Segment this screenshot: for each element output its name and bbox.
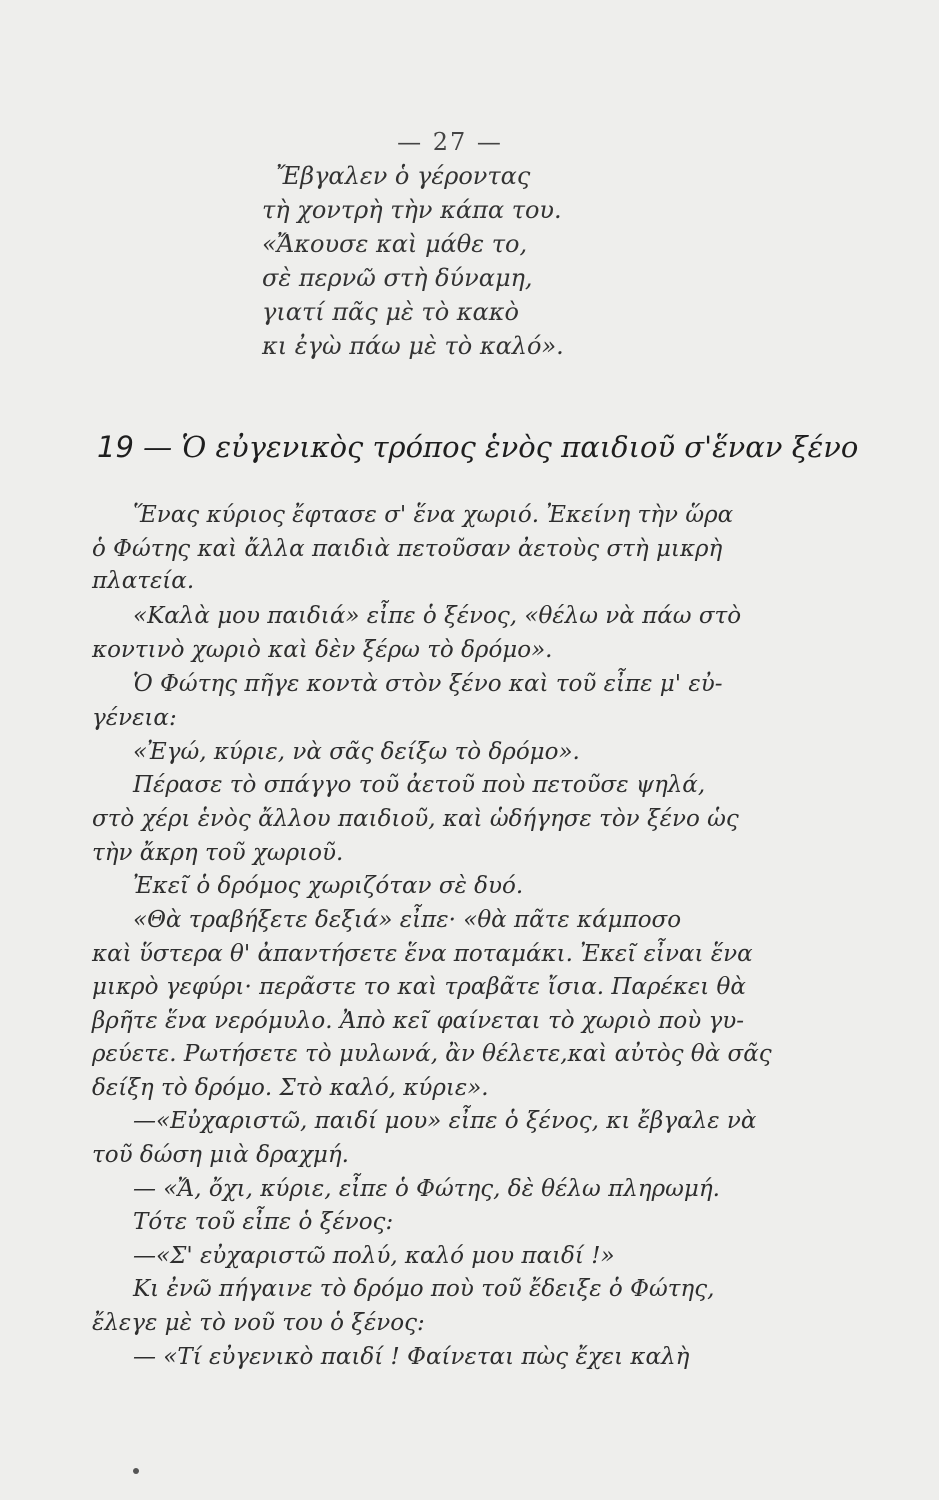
poem-line: Ἔβγαλεν ὁ γέροντας: [276, 162, 531, 190]
text-line: — «Τί εὐγενικὸ παιδί ! Φαίνεται πὼς ἔχει καλὴ: [133, 1344, 690, 1370]
text-line: Ἕνας κύριος ἔφτασε σ' ἕνα χωριό. Ἐκείνη τὴν ὥρα: [133, 502, 734, 528]
text-line: τὴν ἄκρη τοῦ χωριοῦ.: [92, 840, 344, 866]
text-line: Ὁ Φώτης πῆγε κοντὰ στὸν ξένο καὶ τοῦ εἶπε μ' εὐ-: [133, 671, 723, 697]
text-line: Πέρασε τὸ σπάγγο τοῦ ἀετοῦ ποὺ πετοῦσε ψηλά,: [133, 772, 706, 798]
text-line: στὸ χέρι ἑνὸς ἄλλου παιδιοῦ, καὶ ὡδήγησε τὸν ξένο ὡς: [92, 806, 739, 832]
poem-line: κι ἐγὼ πάω μὲ τὸ καλό».: [262, 332, 564, 360]
text-line: ὁ Φώτης καὶ ἄλλα παιδιὰ πετοῦσαν ἀετοὺς στὴ μικρὴ: [92, 536, 723, 562]
text-line: Τότε τοῦ εἶπε ὁ ξένος:: [133, 1209, 394, 1235]
text-line: γένεια:: [92, 705, 177, 731]
text-line: «Καλὰ μου παιδιά» εἶπε ὁ ξένος, «θέλω νὰ πάω στὸ: [133, 603, 742, 629]
chapter-number: 19: [97, 430, 134, 464]
text-line: βρῆτε ἕνα νερόμυλο. Ἀπὸ κεῖ φαίνεται τὸ χωριὸ ποὺ γυ-: [92, 1008, 745, 1034]
text-line: ρεύετε. Ρωτήσετε τὸ μυλωνά, ἂν θέλετε,καὶ αὐτὸς θὰ σᾶς: [92, 1041, 772, 1067]
text-line: —«Σ' εὐχαριστῶ πολύ, καλό μου παιδί !»: [133, 1243, 615, 1269]
text-line: ἔλεγε μὲ τὸ νοῦ του ὁ ξένος:: [92, 1310, 425, 1336]
poem-line: «Ἄκουσε καὶ μάθε το,: [262, 230, 528, 258]
chapter-title: — Ὁ εὐγενικὸς τρόπος ἑνὸς παιδιοῦ σ'ἕναν ξένο: [143, 430, 859, 464]
text-line: καὶ ὕστερα θ' ἀπαντήσετε ἕνα ποταμάκι. Ἐκεῖ εἶναι ἕνα: [92, 941, 753, 967]
text-line: «Ἐγώ, κύριε, νὰ σᾶς δείξω τὸ δρόμο».: [133, 739, 580, 765]
text-line: «Θὰ τραβήξετε δεξιά» εἶπε· «θὰ πᾶτε κάμποσο: [133, 907, 682, 933]
page-number: — 27 —: [397, 128, 503, 156]
text-line: —«Εὐχαριστῶ, παιδί μου» εἶπε ὁ ξένος, κι ἔβγαλε νὰ: [133, 1108, 757, 1134]
poem-line: γιατί πᾶς μὲ τὸ κακὸ: [262, 298, 519, 326]
chapter-heading: [97, 430, 858, 464]
text-line: — «Ἄ, ὄχι, κύριε, εἶπε ὁ Φώτης, δὲ θέλω πληρωμή.: [133, 1176, 720, 1202]
text-line: δείξη τὸ δρόμο. Στὸ καλό, κύριε».: [92, 1075, 489, 1101]
text-line: Κι ἐνῶ πήγαινε τὸ δρόμο ποὺ τοῦ ἔδειξε ὁ Φώτης,: [133, 1276, 715, 1302]
text-line: πλατεία.: [92, 568, 195, 594]
text-line: κοντινὸ χωριὸ καὶ δὲν ξέρω τὸ δρόμο».: [92, 637, 553, 663]
poem-line: σὲ περνῶ στὴ δύναμη,: [262, 264, 533, 292]
poem-line: τὴ χοντρὴ τὴν κάπα του.: [262, 196, 562, 224]
text-line: τοῦ δώση μιὰ δραχμή.: [92, 1142, 349, 1168]
ink-speck: [133, 1468, 139, 1474]
text-line: Ἐκεῖ ὁ δρόμος χωριζόταν σὲ δυό.: [133, 873, 524, 899]
text-line: μικρὸ γεφύρι· περᾶστε το καὶ τραβᾶτε ἴσια. Παρέκει θὰ: [92, 974, 746, 1000]
